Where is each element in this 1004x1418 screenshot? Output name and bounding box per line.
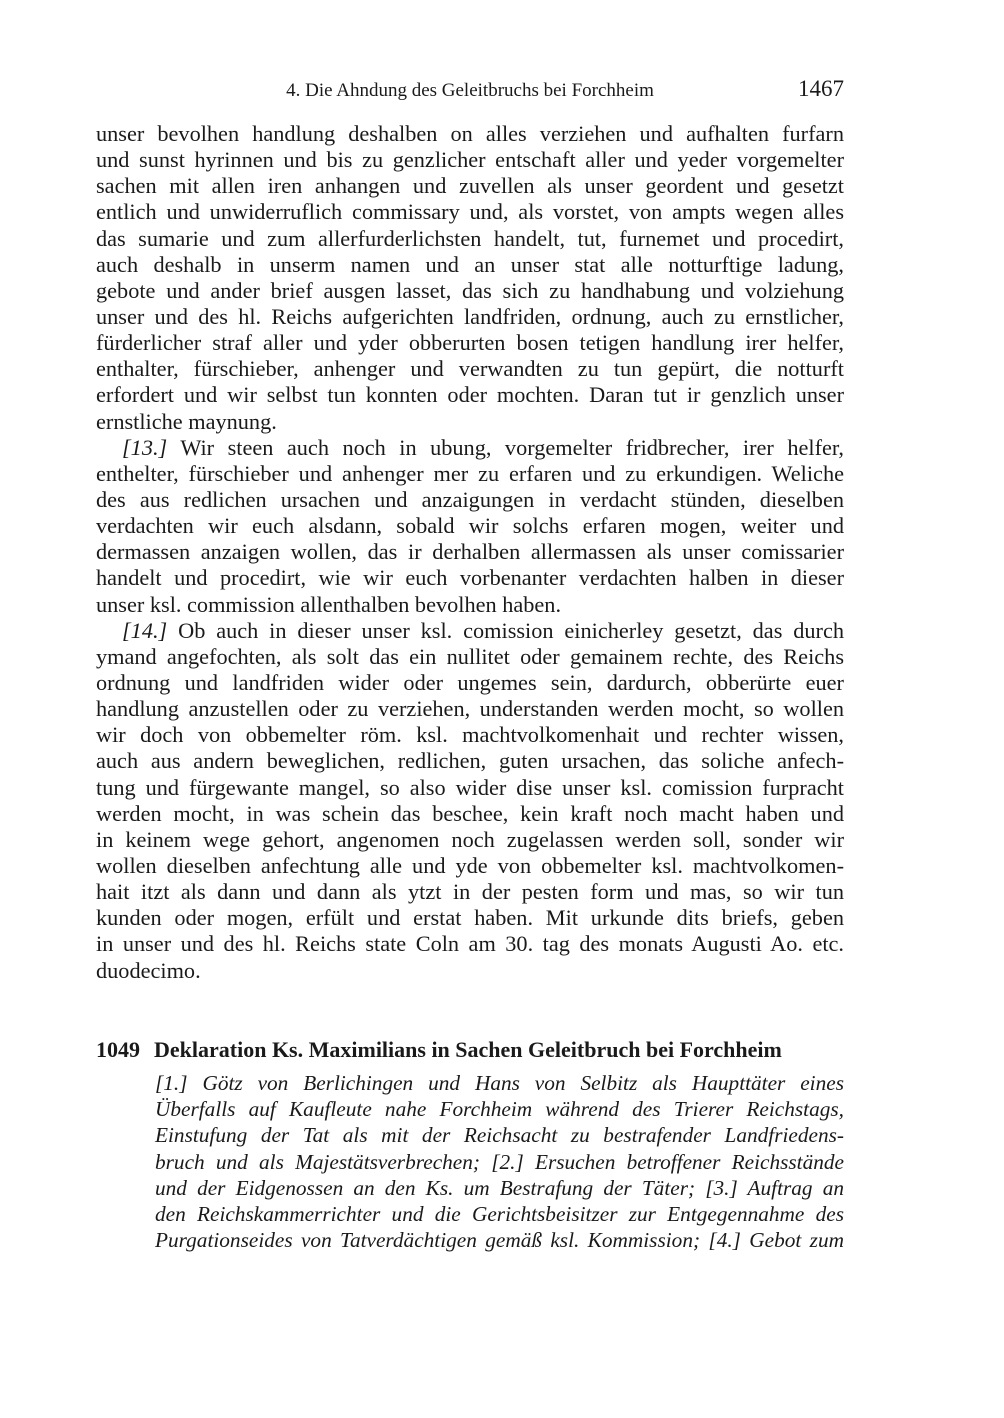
paragraph-13-first-line (96, 435, 844, 461)
paragraph-14-first-line (96, 618, 844, 644)
text-line: auch aus andern beweglichen, redlichen, guten ursachen, das soliche anfech- (96, 748, 844, 774)
text-line: das sumarie und zum allerfurderlichsten handelt, tut, furnemet und procedirt, (96, 225, 844, 251)
text-line: duodecimo. (96, 957, 201, 983)
text-line: verdachten wir euch alsdann, sobald wir solchs erfaren mogen, weiter und (96, 513, 844, 539)
summary-line: Einstufung der Tat als mit der Reichsacht zu bestrafender Landfriedens- (155, 1123, 844, 1148)
text-line: des aus redlichen ursachen und anzaigungen in verdacht stünden, dieselben (96, 486, 844, 512)
text-line: enthalter, fürschieber, anhenger und verwandten zu tun gepürt, die notturft (96, 356, 844, 382)
entry-title: Deklaration Ks. Maximilians in Sachen Geleitbruch bei Forchheim (154, 1037, 782, 1062)
entry-heading (96, 1036, 856, 1064)
text-line: handelt und procedirt, wie wir euch vorbenanter verdachten halben in dieser (96, 565, 844, 591)
text-line: unser und des hl. Reichs aufgerichten landfriden, ordnung, auch zu ernstlicher, (96, 303, 844, 329)
text-span: Ob auch in dieser unser ksl. comission einicherley gesetzt, das durch (178, 617, 844, 643)
running-title: 4. Die Ahndung des Geleitbruchs bei Forchheim (286, 80, 654, 101)
text-line: ymand angefochten, als solt das ein nullitet oder gemainem rechte, des Reichs (96, 643, 844, 669)
text-line: in keinem wege gehort, angenomen noch zugelassen werden soll, sonder wir (96, 826, 844, 852)
text-line: auch deshalb in unserm namen und an unser stat alle notturftige ladung, (96, 251, 844, 277)
text-line: enthelter, fürschieber und anhenger mer zu erfaren und zu erkundigen. Weliche (96, 460, 844, 486)
entry-number: 1049 (96, 1037, 140, 1062)
text-span: Wir steen auch noch in ubung, vorgemelter fridbrecher, irer helfer, (180, 434, 845, 460)
text-line: fürderlicher straf aller und yder obberurten bosen tetigen handlung irer helfer, (96, 330, 844, 356)
page-number: 1467 (798, 76, 844, 101)
text-line: dermassen anzaigen wollen, das ir derhalben allermassen als unser comissarier (96, 539, 844, 565)
entry-summary (155, 1070, 844, 1253)
text-line: in unser und des hl. Reichs state Coln am 30. tag des monats Augusti Ao. etc. (96, 931, 844, 957)
text-line: hait itzt als dann und dann als ytzt in der pesten form und mas, so wir tun (96, 879, 844, 905)
text-line: werden mocht, in was schein das beschee, kein kraft noch macht haben und (96, 800, 844, 826)
summary-line: Purgationseides von Tatverdächtigen gemäß ksl. Kommission; [4.] Gebot zum (155, 1228, 844, 1253)
text-line: ordnung und landfriden wider oder ungemes sein, dardurch, obberürte euer (96, 669, 844, 695)
summary-line: den Reichskammerrichter und die Gerichtsbeisitzer zur Entgegennahme des (155, 1201, 844, 1226)
text-line: kunden oder mogen, erfült und erstat haben. Mit urkunde dits briefs, geben (96, 905, 844, 931)
text-line: unser ksl. commission allenthalben bevolhen haben. (96, 591, 562, 617)
text-line: sachen mit allen iren anhangen und zuvellen als unser geordent und gesetzt (96, 173, 844, 199)
text-line: handlung anzustellen oder zu verziehen, understanden werden mocht, so wollen (96, 696, 844, 722)
body-text (96, 121, 844, 984)
summary-line: und der Eidgenossen an den Ks. um Bestrafung der Täter; [3.] Auftrag an (155, 1175, 844, 1200)
text-line: unser bevolhen handlung deshalben on alles verziehen und aufhalten furfarn (96, 121, 844, 146)
paragraph-number: [13.] (122, 434, 168, 460)
text-line: entlich und unwiderruflich commissary und, als vorstet, von ampts wegen alles (96, 199, 844, 225)
text-line: gebote und ander brief ausgen lasset, das sich zu handhabung und volziehung (96, 277, 844, 303)
text-line: wir doch von obbemelter röm. ksl. machtvolkomenhait und rechter wissen, (96, 722, 844, 748)
paragraph-number: [14.] (122, 617, 168, 643)
text-line: tung und fürgewante mangel, so also wider dise unser ksl. comission furpracht (96, 774, 844, 800)
summary-line: bruch und als Majestätsverbrechen; [2.] Ersuchen betroffener Reichsstände (155, 1149, 844, 1174)
summary-line: [1.] Götz von Berlichingen und Hans von Selbitz als Haupttäter eines (155, 1071, 844, 1095)
text-line: erfordert und wir selbst tun konnten oder mochten. Daran tut ir genzlich unser (96, 382, 844, 408)
running-header (96, 76, 844, 106)
summary-line: Überfalls auf Kaufleute nahe Forchheim während des Trierer Reichstags, (155, 1097, 844, 1122)
text-line: und sunst hyrinnen und bis zu genzlicher entschaft aller und yeder vorgemelter (96, 147, 844, 173)
text-line: wollen dieselben anfechtung alle und yde von obbemelter ksl. machtvolkomen- (96, 852, 844, 878)
text-line: ernstliche maynung. (96, 408, 277, 434)
